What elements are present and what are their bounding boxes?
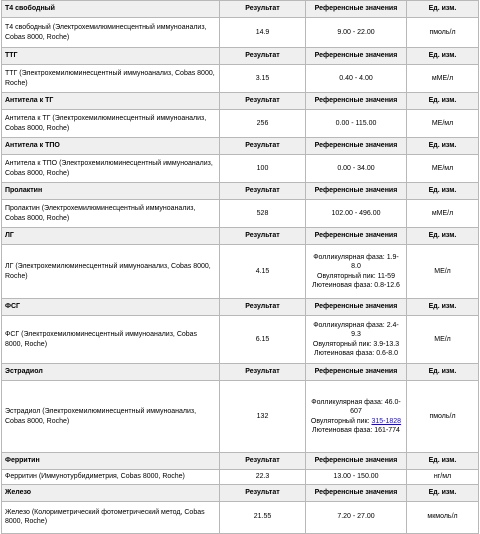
test-name: ТТГ (Электрохемилюминесцентный иммуноанализ, Cobas 8000, Roche) [2, 65, 220, 93]
units-header: Ед. изм. [407, 48, 479, 65]
reference-values [306, 501, 407, 533]
result-row [2, 470, 479, 485]
section-header-row [2, 138, 479, 155]
units-header: Ед. изм. [407, 93, 479, 110]
units-value: мМЕ/л [407, 200, 479, 228]
units-value: мкмоль/л [407, 501, 479, 533]
units-header: Ед. изм. [407, 364, 479, 381]
result-header: Результат [220, 484, 306, 501]
units-value: нг/мл [407, 470, 479, 485]
reference-line: 7.20 - 27.00 [337, 513, 375, 521]
reference-line: Фолликулярная фаза: 2.4-9.3 [313, 321, 399, 338]
result-header: Результат [220, 364, 306, 381]
test-name: Железо (Колориметрический фотометрический метод, Cobas 8000, Roche) [2, 501, 220, 533]
units-header: Ед. изм. [407, 1, 479, 18]
units-value: МЕ/л [407, 316, 479, 364]
reference-header: Референсные значения [306, 138, 407, 155]
result-header: Результат [220, 48, 306, 65]
reference-line: Фолликулярная фаза: 46.0-607 [311, 398, 401, 415]
reference-line: Овуляторный пик: 315-1828 [310, 417, 402, 425]
test-name: ФСГ (Электрохемилюминесцентный иммуноанализ, Cobas 8000, Roche) [2, 316, 220, 364]
reference-header: Референсные значения [306, 364, 407, 381]
reference-header: Референсные значения [306, 453, 407, 470]
section-title: Железо [2, 484, 220, 501]
result-value: 256 [220, 110, 306, 138]
section-title: ТТГ [2, 48, 220, 65]
test-name: ЛГ (Электрохемилюминесцентный иммуноанализ, Cobas 8000, Roche) [2, 245, 220, 299]
units-value: мМЕ/л [407, 65, 479, 93]
result-row [2, 110, 479, 138]
section-title: ЛГ [2, 228, 220, 245]
result-value: 22.3 [220, 470, 306, 485]
reference-line: 102.00 - 496.00 [331, 209, 381, 217]
units-value: МЕ/л [407, 245, 479, 299]
result-header: Результат [220, 183, 306, 200]
section-title: Антитела к ТГ [2, 93, 220, 110]
section-header-row [2, 1, 479, 18]
lab-results-body [2, 1, 479, 534]
reference-line: 0.00 - 34.00 [337, 164, 375, 172]
section-title: Пролактин [2, 183, 220, 200]
result-row [2, 18, 479, 48]
test-name: Пролактин (Электрохемилюминесцентный иммуноанализ, Cobas 8000, Roche) [2, 200, 220, 228]
result-row [2, 501, 479, 533]
reference-header: Референсные значения [306, 93, 407, 110]
section-header-row [2, 364, 479, 381]
result-value: 21.55 [220, 501, 306, 533]
reference-line: Лютеиновая фаза: 0.6-8.0 [313, 350, 398, 357]
reference-header: Референсные значения [306, 183, 407, 200]
units-header: Ед. изм. [407, 453, 479, 470]
reference-values [306, 470, 407, 485]
reference-header: Референсные значения [306, 1, 407, 18]
reference-values [306, 245, 407, 299]
result-row [2, 200, 479, 228]
section-header-row [2, 299, 479, 316]
reference-link[interactable]: 315-1828 [371, 417, 402, 425]
section-title: Антитела к ТПО [2, 138, 220, 155]
result-header: Результат [220, 93, 306, 110]
units-value: МЕ/мл [407, 110, 479, 138]
result-row [2, 155, 479, 183]
section-header-row [2, 183, 479, 200]
reference-values [306, 200, 407, 228]
lab-results-table [1, 0, 479, 534]
test-name: Антитела к ТПО (Электрохемилюминесцентный иммуноанализ, Cobas 8000, Roche) [2, 155, 220, 183]
test-name: Т4 свободный (Электрохемилюминесцентный иммуноанализ, Cobas 8000, Roche) [2, 18, 220, 48]
units-header: Ед. изм. [407, 138, 479, 155]
reference-line: Фолликулярная фаза: 1.9-8.0 [313, 253, 399, 270]
reference-line: 9.00 - 22.00 [337, 28, 375, 36]
section-title: Эстрадиол [2, 364, 220, 381]
reference-header: Референсные значения [306, 484, 407, 501]
reference-line: Лютеиновая фаза: 0.8-12.6 [312, 282, 400, 289]
reference-header: Референсные значения [306, 48, 407, 65]
result-header: Результат [220, 228, 306, 245]
reference-line: 0.40 - 4.00 [339, 74, 373, 82]
units-value: МЕ/мл [407, 155, 479, 183]
result-value: 100 [220, 155, 306, 183]
result-value: 3.15 [220, 65, 306, 93]
result-row [2, 245, 479, 299]
result-header: Результат [220, 1, 306, 18]
result-header: Результат [220, 299, 306, 316]
test-name: Эстрадиол (Электрохемилюминесцентный иммуноанализ, Cobas 8000, Roche) [2, 381, 220, 453]
section-title: Т4 свободный [2, 1, 220, 18]
units-header: Ед. изм. [407, 183, 479, 200]
reference-values [306, 381, 407, 453]
units-header: Ед. изм. [407, 484, 479, 501]
units-header: Ед. изм. [407, 299, 479, 316]
reference-line: Овуляторный пик: 3.9-13.3 [312, 340, 400, 348]
reference-header: Референсные значения [306, 228, 407, 245]
reference-line: Лютеиновая фаза: 161-774 [312, 427, 400, 434]
result-value: 528 [220, 200, 306, 228]
result-row [2, 65, 479, 93]
result-value: 14.9 [220, 18, 306, 48]
reference-values [306, 110, 407, 138]
section-header-row [2, 228, 479, 245]
reference-header: Референсные значения [306, 299, 407, 316]
reference-line: Овуляторный пик: 11-59 [317, 272, 395, 280]
result-row [2, 381, 479, 453]
reference-values [306, 316, 407, 364]
reference-values [306, 18, 407, 48]
result-header: Результат [220, 453, 306, 470]
test-name: Антитела к ТГ (Электрохемилюминесцентный иммуноанализ, Cobas 8000, Roche) [2, 110, 220, 138]
result-value: 6.15 [220, 316, 306, 364]
section-header-row [2, 48, 479, 65]
units-value: пмоль/л [407, 18, 479, 48]
result-row [2, 316, 479, 364]
result-header: Результат [220, 138, 306, 155]
units-value: пмоль/л [407, 381, 479, 453]
reference-line: 13.00 - 150.00 [333, 473, 379, 480]
test-name: Ферритин (Иммунотурбидиметрия, Cobas 8000, Roche) [2, 470, 220, 485]
section-header-row [2, 484, 479, 501]
units-header: Ед. изм. [407, 228, 479, 245]
reference-line: 0.00 - 115.00 [335, 119, 377, 127]
section-title: ФСГ [2, 299, 220, 316]
section-header-row [2, 453, 479, 470]
section-title: Ферритин [2, 453, 220, 470]
reference-values [306, 65, 407, 93]
section-header-row [2, 93, 479, 110]
reference-values [306, 155, 407, 183]
result-value: 4.15 [220, 245, 306, 299]
result-value: 132 [220, 381, 306, 453]
